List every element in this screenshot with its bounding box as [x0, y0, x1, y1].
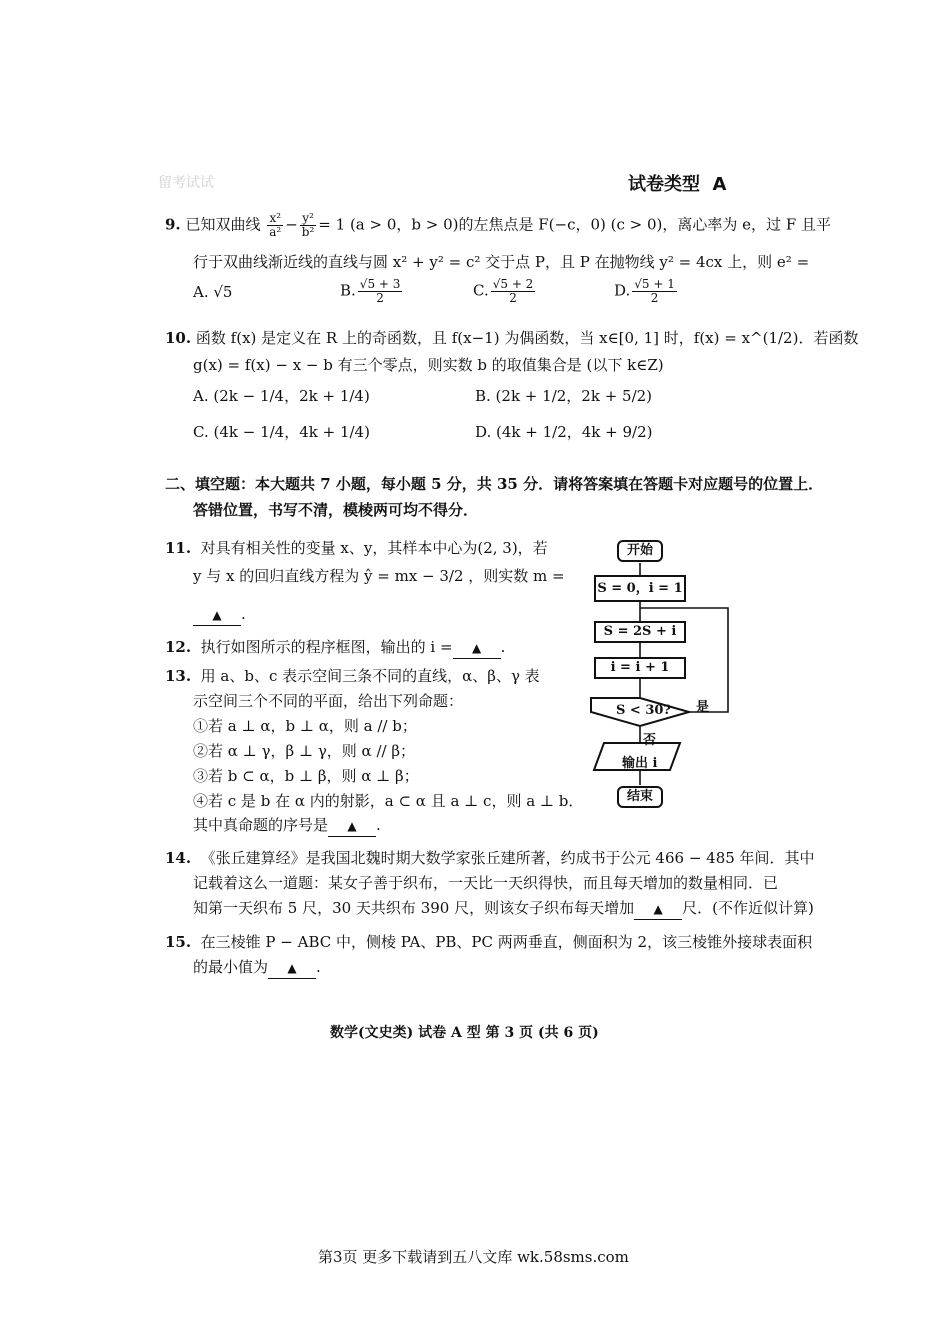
- q9-option-a: A. √5: [193, 283, 233, 301]
- flowchart-increment-i: i = i + 1: [594, 657, 686, 679]
- flowchart-condition: S < 30?: [616, 703, 672, 718]
- flowchart-init: S = 0，i = 1: [594, 575, 686, 602]
- question-12: 12. 执行如图所示的程序框图，输出的 i = ▲ .: [165, 637, 505, 659]
- q10-option-d: D. (4k + 1/2，4k + 9/2): [475, 423, 653, 441]
- question-14-line2: 记载着这么一道题：某女子善于织布，一天比一天织得快，而且每天增加的数量相同．已: [193, 874, 779, 892]
- q13-proposition-4: ④若 c 是 b 在 α 内的射影，a ⊂ α 且 a ⊥ c，则 a ⊥ b．: [193, 792, 584, 810]
- flowchart-no-label: 否: [643, 733, 657, 748]
- q13-last-line: 其中真命题的序号是 ▲ .: [193, 815, 381, 837]
- q13-proposition-1: ①若 a ⊥ α，b ⊥ α，则 a // b；: [193, 717, 417, 735]
- q10-option-a: A. (2k − 1/4，2k + 1/4): [193, 387, 370, 405]
- question-11-line1: 11. 对具有相关性的变量 x、y，其样本中心为(2, 3)，若: [165, 539, 548, 557]
- faded-header-stamp: 留考试试: [158, 175, 214, 191]
- flowchart-output: 输出 i: [622, 756, 658, 771]
- section-2-note: 答错位置，书写不清，模棱两可均不得分．: [193, 501, 479, 519]
- question-15-line1: 15. 在三棱锥 P − ABC 中，侧棱 PA、PB、PC 两两垂直，侧面积为 2，该三棱锥外接球表面积: [165, 933, 813, 951]
- question-14-line3: 知第一天织布 5 尺，30 天共织布 390 尺，则该女子织布每天增加 ▲ 尺．(不作近似计算): [193, 898, 814, 920]
- q11-answer-blank: ▲ .: [193, 604, 246, 626]
- flowchart-end: 结束: [617, 786, 663, 808]
- q9-option-d: D. $\frac{√5 + 1}{2}$: [614, 277, 675, 305]
- question-13-line2: 示空间三个不同的平面，给出下列命题：: [193, 692, 464, 710]
- question-9-line1: 9. 已知双曲线 $\frac{\text{x²}}{\text{a²}}$ − $\frac{\text{y²}}{\text{b²}}$ = 1 (a > 0，b > 0)的左焦点是 F(−c，0) (c > 0)，离心率为 e，过 F 且平: [165, 211, 831, 239]
- q10-option-b: B. (2k + 1/2，2k + 5/2): [475, 387, 653, 405]
- q13-proposition-3: ③若 b ⊂ α，b ⊥ β，则 α ⊥ β；: [193, 767, 419, 785]
- section-2-heading: 二、填空题：本大题共 7 小题，每小题 5 分，共 35 分．请将答案填在答题卡对应题号的位置上．: [165, 475, 824, 493]
- q13-proposition-2: ②若 α ⊥ γ，β ⊥ γ，则 α // β；: [193, 742, 415, 760]
- question-15-line2: 的最小值为 ▲ .: [193, 957, 321, 979]
- question-9-line2: 行于双曲线渐近线的直线与圆 x² + y² = c² 交于点 P，且 P 在抛物线 y² = 4cx 上，则 e² =: [193, 253, 810, 271]
- exam-footer: 数学(文史类) 试卷 A 型 第 3 页 (共 6 页): [330, 1025, 599, 1041]
- q9-option-b: B. $\frac{√5 + 3}{2}$: [340, 277, 401, 305]
- paper-type-label: 试卷类型 A: [628, 174, 727, 195]
- q10-option-c: C. (4k − 1/4，4k + 1/4): [193, 423, 370, 441]
- flowchart-yes-label: 是: [696, 700, 710, 715]
- site-footer: 第3页 更多下载请到五八文库 wk.58sms.com: [318, 1248, 629, 1266]
- question-14-line1: 14. 《张丘建算经》是我国北魏时期大数学家张丘建所著，约成书于公元 466 − 485 年间．其中: [165, 849, 815, 867]
- question-11-line2: y 与 x 的回归直线方程为 ŷ = mx − 3/2 ，则实数 m =: [193, 567, 565, 585]
- flowchart-start: 开始: [617, 540, 663, 562]
- question-13-line1: 13. 用 a、b、c 表示空间三条不同的直线，α、β、γ 表: [165, 667, 540, 685]
- question-10-line2: g(x) = f(x) − x − b 有三个零点，则实数 b 的取值集合是 (以下 k∈Z): [193, 356, 664, 374]
- question-10-line1: 10. 函数 f(x) 是定义在 R 上的奇函数，且 f(x−1) 为偶函数，当 x∈[0, 1] 时，f(x) = x^(1/2)．若函数: [165, 329, 859, 347]
- flowchart-update-s: S = 2S + i: [594, 621, 686, 643]
- q9-option-c: C. $\frac{√5 + 2}{2}$: [473, 277, 534, 305]
